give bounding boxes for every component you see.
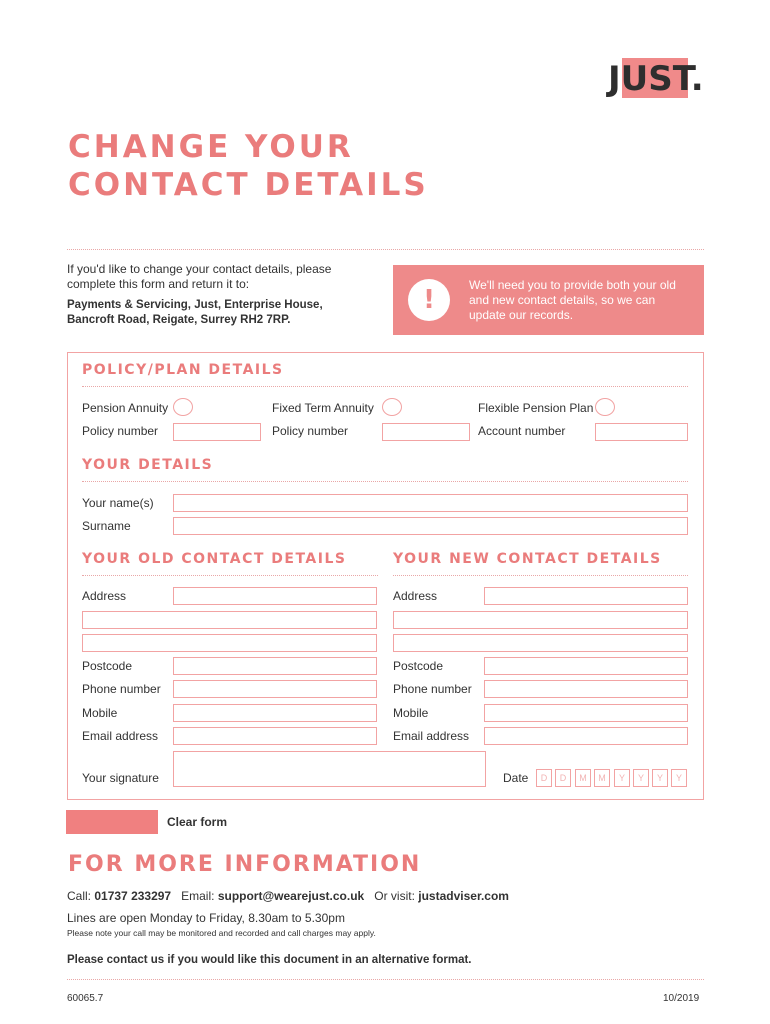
fixed-term-annuity-radio[interactable] bbox=[382, 398, 402, 416]
old-address-field-1[interactable] bbox=[173, 587, 377, 605]
new-phone-field[interactable] bbox=[484, 680, 688, 698]
surname-label: Surname bbox=[82, 519, 131, 533]
new-mobile-field[interactable] bbox=[484, 704, 688, 722]
alternative-format-text: Please contact us if you would like this document in an alternative format. bbox=[67, 954, 472, 966]
new-mobile-label: Mobile bbox=[393, 706, 429, 720]
new-address-field-2[interactable] bbox=[393, 611, 688, 629]
date-month-1[interactable]: M bbox=[575, 769, 591, 787]
document-date: 10/2019 bbox=[663, 993, 700, 1004]
intro-text: If you'd like to change your contact details, please complete this form and return it to: bbox=[67, 262, 332, 291]
date-year-2[interactable]: Y bbox=[633, 769, 649, 787]
call-label: Call: bbox=[67, 889, 92, 903]
new-postcode-field[interactable] bbox=[484, 657, 688, 675]
pension-annuity-label: Pension Annuity bbox=[82, 401, 169, 415]
clear-form-label: Clear form bbox=[167, 815, 228, 829]
date-year-4[interactable]: Y bbox=[671, 769, 687, 787]
email-label: Email: bbox=[181, 889, 215, 903]
old-contact-heading: YOUR OLD CONTACT DETAILS bbox=[82, 551, 347, 567]
notice-box bbox=[393, 265, 704, 335]
divider bbox=[82, 386, 688, 387]
support-email-link[interactable]: support@wearejust.co.uk bbox=[217, 889, 365, 903]
divider bbox=[82, 481, 688, 482]
flexible-pension-plan-radio[interactable] bbox=[595, 398, 615, 416]
divider bbox=[393, 575, 688, 576]
policy-heading: POLICY/PLAN DETAILS bbox=[82, 362, 284, 378]
surname-field[interactable] bbox=[173, 517, 688, 535]
page-title-line2: CONTACT DETAILS bbox=[68, 167, 429, 203]
date-year-3[interactable]: Y bbox=[652, 769, 668, 787]
policy-number-label: Policy number bbox=[82, 424, 159, 438]
website-link[interactable]: justadviser.com bbox=[418, 889, 509, 903]
date-year-1[interactable]: Y bbox=[614, 769, 630, 787]
return-address: Payments & Servicing, Just, Enterprise House, Bancroft Road, Reigate, Surrey RH2 7RP. bbox=[67, 299, 323, 326]
new-email-field[interactable] bbox=[484, 727, 688, 745]
old-postcode-label: Postcode bbox=[82, 659, 133, 673]
old-email-label: Email address bbox=[82, 729, 159, 743]
account-number-label: Account number bbox=[478, 424, 566, 438]
divider bbox=[82, 575, 378, 576]
new-phone-label: Phone number bbox=[393, 682, 472, 696]
your-names-label: Your name(s) bbox=[82, 496, 154, 510]
old-phone-label: Phone number bbox=[82, 682, 161, 696]
old-address-field-2[interactable] bbox=[82, 611, 377, 629]
new-contact-heading: YOUR NEW CONTACT DETAILS bbox=[393, 551, 662, 567]
exclamation-icon: ! bbox=[408, 279, 450, 321]
old-address-label: Address bbox=[82, 589, 127, 603]
new-address-field-3[interactable] bbox=[393, 634, 688, 652]
policy-number-label: Policy number bbox=[272, 424, 349, 438]
call-note: Please note your call may be monitored and recorded and call charges may apply. bbox=[67, 928, 376, 938]
contact-line bbox=[67, 889, 509, 903]
visit-label: Or visit: bbox=[374, 889, 415, 903]
old-email-field[interactable] bbox=[173, 727, 377, 745]
signature-label: Your signature bbox=[82, 771, 159, 785]
date-label: Date bbox=[503, 771, 529, 785]
policy-number-field[interactable] bbox=[173, 423, 261, 441]
your-names-field[interactable] bbox=[173, 494, 688, 512]
date-month-2[interactable]: M bbox=[594, 769, 610, 787]
notice-text: We'll need you to provide both your old and new contact details, so we can update our records. bbox=[469, 278, 676, 322]
fixed-term-annuity-label: Fixed Term Annuity bbox=[272, 401, 374, 415]
new-address-label: Address bbox=[393, 589, 438, 603]
date-day-1[interactable]: D bbox=[536, 769, 552, 787]
divider bbox=[67, 249, 704, 250]
clear-form-button[interactable] bbox=[66, 810, 158, 834]
your-details-heading: YOUR DETAILS bbox=[82, 457, 214, 473]
new-address-field-1[interactable] bbox=[484, 587, 688, 605]
date-day-2[interactable]: D bbox=[555, 769, 571, 787]
just-logo: JUST. bbox=[608, 59, 704, 99]
old-phone-field[interactable] bbox=[173, 680, 377, 698]
divider bbox=[67, 979, 704, 980]
opening-hours: Lines are open Monday to Friday, 8.30am to 5.30pm bbox=[67, 911, 345, 925]
page-title bbox=[68, 128, 429, 204]
pension-annuity-radio[interactable] bbox=[173, 398, 193, 416]
old-postcode-field[interactable] bbox=[173, 657, 377, 675]
fixed-term-policy-number-field[interactable] bbox=[382, 423, 470, 441]
old-mobile-field[interactable] bbox=[173, 704, 377, 722]
old-address-field-3[interactable] bbox=[82, 634, 377, 652]
signature-field[interactable] bbox=[173, 751, 486, 787]
new-postcode-label: Postcode bbox=[393, 659, 444, 673]
more-info-heading: FOR MORE INFORMATION bbox=[68, 852, 422, 877]
new-email-label: Email address bbox=[393, 729, 470, 743]
account-number-field[interactable] bbox=[595, 423, 688, 441]
phone-number: 01737 233297 bbox=[94, 889, 172, 903]
document-code: 60065.7 bbox=[67, 993, 104, 1004]
old-mobile-label: Mobile bbox=[82, 706, 118, 720]
flexible-pension-plan-label: Flexible Pension Plan bbox=[478, 401, 594, 415]
page-title-line1: CHANGE YOUR bbox=[68, 129, 354, 165]
